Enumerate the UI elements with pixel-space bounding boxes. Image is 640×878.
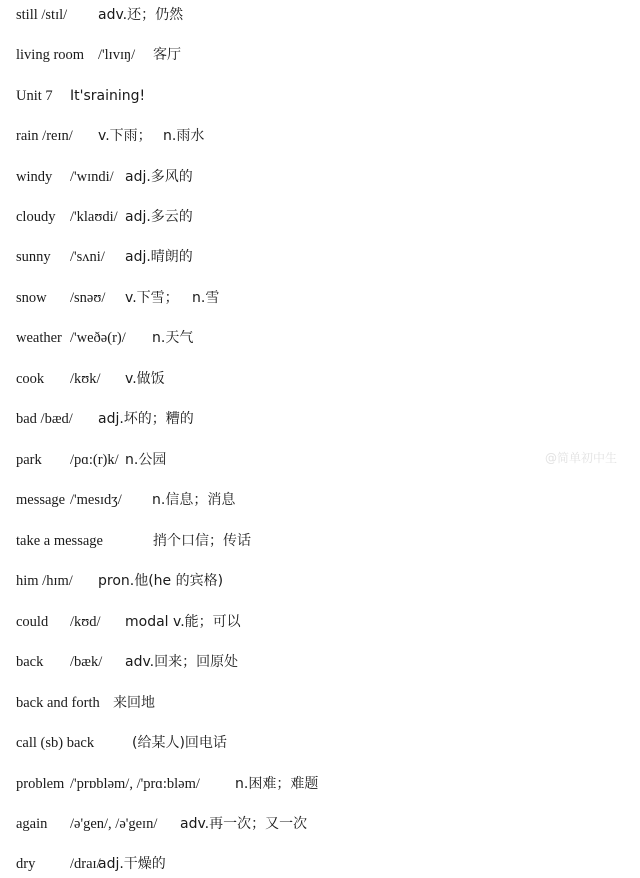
entry-phonetic: /bæk/ bbox=[70, 654, 103, 670]
entry-word: weather bbox=[16, 330, 62, 346]
entry-word: back bbox=[16, 654, 44, 670]
vocab-entry bbox=[16, 327, 640, 349]
vocab-entry bbox=[16, 125, 640, 147]
entry-word: take a message bbox=[16, 533, 103, 549]
vocab-entry bbox=[16, 692, 640, 714]
entry-word: could bbox=[16, 614, 49, 630]
vocab-entry bbox=[16, 813, 640, 835]
vocab-entry bbox=[16, 651, 640, 673]
entry-word: message bbox=[16, 492, 66, 508]
entry-definition: 客厅 bbox=[153, 47, 181, 63]
entry-definition: adj.坏的；糟的 bbox=[98, 411, 194, 427]
entry-definition: n.天气 bbox=[152, 330, 194, 346]
entry-phonetic: /draɪ/ bbox=[70, 856, 101, 872]
entry-definition: adv.再一次；又一次 bbox=[180, 816, 308, 832]
entry-definition-2: n.雪 bbox=[192, 290, 220, 306]
vocab-entry bbox=[16, 246, 640, 268]
entry-definition: n.信息；消息 bbox=[152, 492, 236, 508]
entry-word: cloudy bbox=[16, 209, 56, 225]
entry-phonetic: /kʊd/ bbox=[70, 614, 101, 630]
entry-word: rain /reɪn/ bbox=[16, 128, 73, 144]
entry-definition: n.公园 bbox=[125, 452, 167, 468]
entry-definition: v.下雨； bbox=[98, 128, 152, 144]
vocab-entry bbox=[16, 206, 640, 228]
entry-word: cook bbox=[16, 371, 45, 387]
entry-word: bad /bæd/ bbox=[16, 411, 73, 427]
entry-phonetic: /ə'gen/, /ə'geɪn/ bbox=[70, 816, 158, 832]
entry-word: living room bbox=[16, 47, 85, 63]
entry-definition: adj.多云的 bbox=[125, 209, 193, 225]
entry-word: snow bbox=[16, 290, 47, 306]
entry-definition: 捎个口信；传话 bbox=[153, 533, 251, 549]
entry-definition: v.下雪； bbox=[125, 290, 179, 306]
entry-definition: v.做饭 bbox=[125, 371, 165, 387]
vocab-entry bbox=[16, 85, 640, 107]
vocab-entry bbox=[16, 287, 640, 309]
entry-phonetic: /'mesɪdʒ/ bbox=[70, 492, 122, 508]
entry-definition: adj.多风的 bbox=[125, 169, 193, 185]
entry-definition: adv.还；仍然 bbox=[98, 7, 184, 23]
entry-phonetic: /'weðə(r)/ bbox=[70, 330, 126, 346]
entry-phonetic: /'klaʊdi/ bbox=[70, 209, 118, 225]
entry-definition: It'sraining! bbox=[70, 88, 146, 104]
entry-definition: modal v.能；可以 bbox=[125, 614, 241, 630]
entry-word: back and forth bbox=[16, 695, 100, 711]
entry-word: call (sb) back bbox=[16, 735, 95, 751]
entry-phonetic: /snəʊ/ bbox=[70, 290, 106, 306]
entry-word: him /hɪm/ bbox=[16, 573, 73, 589]
entry-phonetic: /'lɪvɪŋ/ bbox=[98, 47, 136, 63]
entry-phonetic: /kʊk/ bbox=[70, 371, 101, 387]
vocab-entry bbox=[16, 44, 640, 66]
vocab-entry bbox=[16, 166, 640, 188]
entry-phonetic: /'sʌni/ bbox=[70, 249, 105, 265]
vocab-entry bbox=[16, 773, 640, 795]
entry-word: still /stɪl/ bbox=[16, 7, 68, 23]
vocab-entry bbox=[16, 732, 640, 754]
entry-definition: 来回地 bbox=[113, 695, 155, 711]
entry-phonetic: /pɑ:(r)k/ bbox=[70, 452, 119, 468]
entry-word: problem bbox=[16, 776, 65, 792]
entry-word: dry bbox=[16, 856, 36, 872]
entry-definition: adv.回来；回原处 bbox=[125, 654, 239, 670]
entry-definition: (给某人)回电话 bbox=[132, 735, 227, 751]
entry-phonetic: /'wɪndi/ bbox=[70, 169, 114, 185]
vocab-entry bbox=[16, 408, 640, 430]
vocab-entry bbox=[16, 489, 640, 511]
vocab-entry bbox=[16, 530, 640, 552]
entry-word: park bbox=[16, 452, 42, 468]
entry-word: Unit 7 bbox=[16, 88, 53, 104]
entry-word: again bbox=[16, 816, 48, 832]
entry-definition: pron.他(he 的宾格) bbox=[98, 573, 224, 589]
vocab-entry bbox=[16, 570, 640, 592]
vocab-entry bbox=[16, 368, 640, 390]
vocab-entry bbox=[16, 4, 640, 26]
watermark: @简单初中生 bbox=[545, 451, 618, 465]
entry-word: sunny bbox=[16, 249, 51, 265]
entry-definition: n.困难；难题 bbox=[235, 776, 319, 792]
entry-phonetic: /'prɒbləm/, /'prɑ:bləm/ bbox=[70, 776, 200, 792]
entry-definition-2: n.雨水 bbox=[163, 128, 205, 144]
entry-definition: adj.干燥的 bbox=[98, 856, 166, 872]
entry-definition: adj.晴朗的 bbox=[125, 249, 193, 265]
entry-word: windy bbox=[16, 169, 53, 185]
vocab-entry bbox=[16, 853, 640, 875]
vocab-entry bbox=[16, 611, 640, 633]
